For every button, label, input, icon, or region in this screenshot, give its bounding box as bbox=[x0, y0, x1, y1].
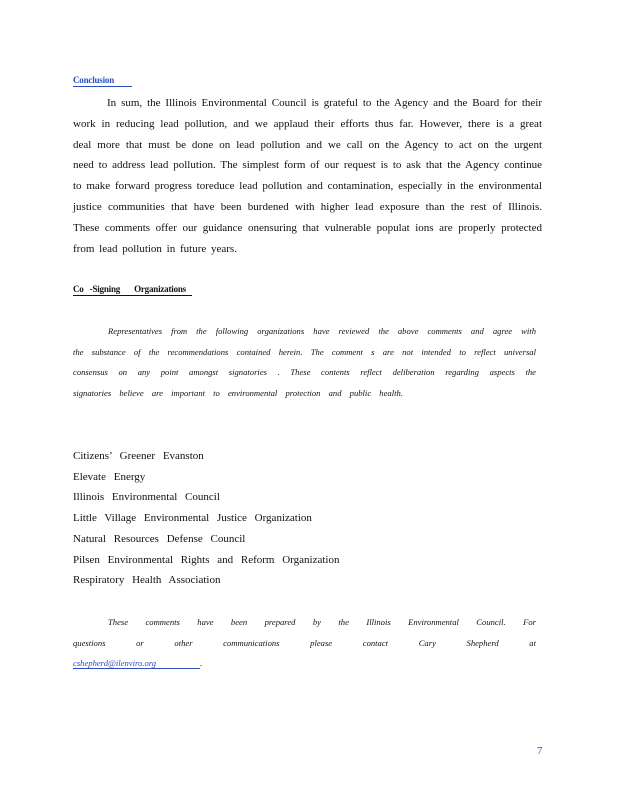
organization-item: Natural Resources Defense Council bbox=[73, 532, 246, 545]
cosigning-heading-part2: Organizations bbox=[134, 284, 186, 294]
organization-list bbox=[73, 446, 339, 591]
conclusion-heading: Conclusion bbox=[73, 75, 132, 87]
contact-email-link[interactable]: cshepherd@ilenviro.org bbox=[73, 658, 200, 669]
organization-item: Illinois Environmental Council bbox=[73, 491, 220, 504]
organization-item: Citizens’ Greener Evanston bbox=[73, 450, 204, 462]
prepared-by-paragraph bbox=[73, 612, 536, 674]
organization-item: Elevate Energy bbox=[73, 470, 146, 483]
page-number: 7 bbox=[537, 745, 543, 757]
cosigning-intro-paragraph: Representatives from the following organizations have reviewed the above comments and agree with the substance of the recommendations contained herein. The comment s are not intended to reflect universal consensus on any point amongst signatories . These contents reflect deliberation regarding aspects the signatories believe are important to environmental protection and public health. bbox=[73, 326, 536, 398]
prepared-by-end: . bbox=[200, 658, 203, 669]
conclusion-paragraph: In sum, the Illinois Environmental Council is grateful to the Agency and the Board for their work in reducing lead pollution, and we applaud their efforts thus far. However, there is a great deal more that must be done on lead pollution and we call on the Agency to act on the urgent need to address lead pollution. The simplest form of our request is to ask that the Agency continue to make forward progress toreduce lead pollution and contamination, especially in the environmental justice communities that have been burdened with higher lead exposure than the rest of Illinois. These comments offer our guidance onensuring that vulnerable populat ions are properly protected from lead pollution in future years. bbox=[73, 97, 542, 255]
prepared-by-text: These comments have been prepared by the Illinois Environmental Council. For questions or other communications please contact Cary Shepherd at bbox=[73, 617, 536, 648]
organization-item: Respiratory Health Association bbox=[73, 574, 221, 587]
cosigning-heading bbox=[73, 284, 192, 296]
organization-item: Little Village Environmental Justice Organization bbox=[73, 512, 312, 525]
organization-item: Pilsen Environmental Rights and Reform Organization bbox=[73, 553, 340, 566]
cosigning-heading-part1: Co -Signing bbox=[73, 284, 121, 294]
